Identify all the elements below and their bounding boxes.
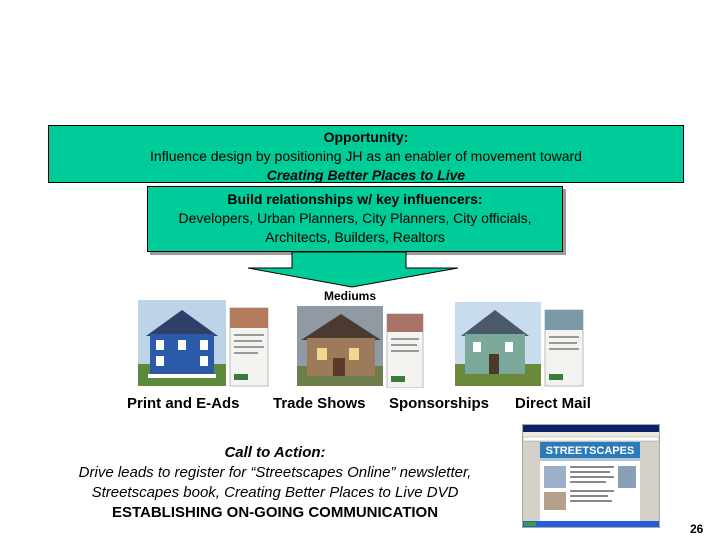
medium-trade-shows: Trade Shows [273,395,366,412]
medium-print-and-e-ads: Print and E-Ads [127,395,240,412]
streetscapes-banner: STREETSCAPES [545,445,635,457]
page-number: 26 [690,522,704,536]
relationships-box [147,186,563,252]
sponsorship-thumbnail [455,302,585,388]
relationships-heading: Build relationships w/ key influencers: [227,191,483,207]
relationships-line2: Architects, Builders, Realtors [265,229,445,245]
down-arrow-icon [248,252,460,288]
medium-sponsorships: Sponsorships [389,395,490,412]
streetscapes-website-thumbnail [522,424,660,528]
cta-title: Call to Action: [224,444,326,461]
call-to-action [40,443,510,523]
cta-line3: ESTABLISHING ON-GOING COMMUNICATION [111,504,439,521]
cta-line2: Streetscapes book, Creating Better Places to Live DVD [91,484,459,501]
opportunity-line1: Influence design by positioning JH as an enabler of movement toward [150,148,582,164]
opportunity-box [48,125,684,183]
opportunity-heading: Opportunity: [323,129,409,145]
opportunity-line2: Creating Better Places to Live [266,167,466,183]
print-ad-thumbnail [138,300,270,388]
relationships-line1: Developers, Urban Planners, City Planners, City officials, [178,210,532,226]
trade-show-thumbnail [297,306,425,388]
medium-direct-mail: Direct Mail [515,395,591,412]
mediums-label: Mediums [323,289,376,303]
cta-line1: Drive leads to register for “Streetscapes Online” newsletter, [78,464,472,481]
